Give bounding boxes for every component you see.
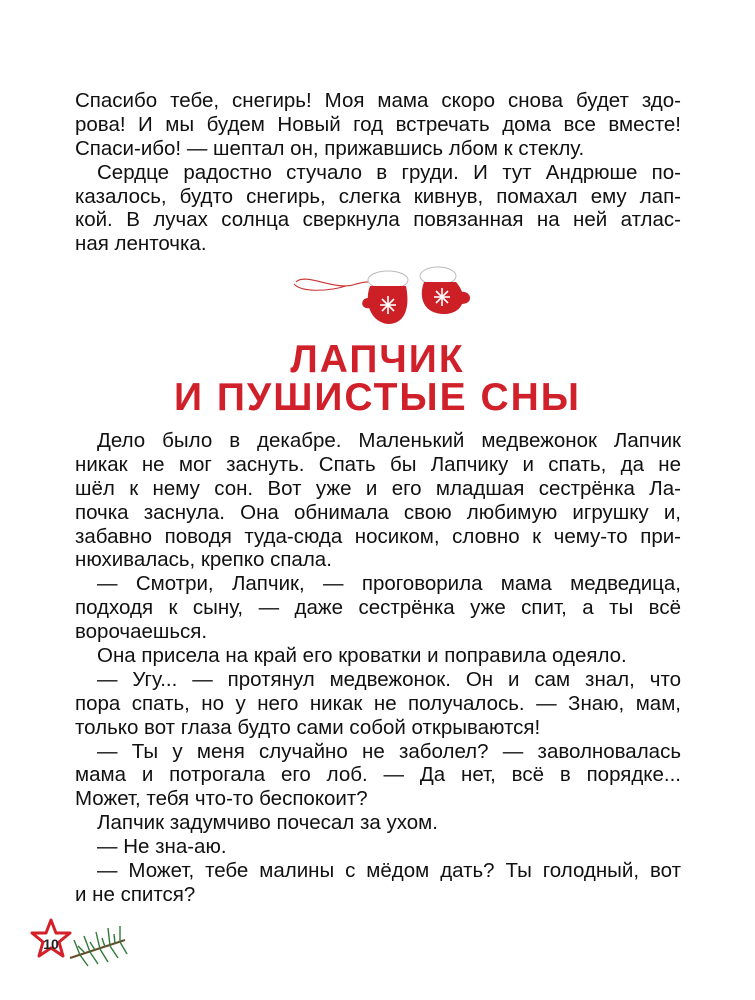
text-line: мама и потрогала его лоб. — Да нет, всё в порядке... xyxy=(75,763,681,787)
text-line: казалось, будто снегирь, слегка кивнув, помахал ему лап- xyxy=(75,184,681,208)
text-line: Может, тебя что-то беспокоит? xyxy=(75,787,368,811)
left-mitten-icon xyxy=(362,271,408,324)
text-line: никак не мог заснуть. Спать бы Лапчику и спать, да не xyxy=(75,452,681,476)
story-text-block xyxy=(75,429,681,907)
right-mitten-icon xyxy=(420,267,470,314)
text-line: Она присела на край его кроватки и поправила одеяло. xyxy=(97,644,627,668)
text-line: кой. В лучах солнца сверкнула повязанная на ней атлас- xyxy=(75,208,681,232)
text-line: — Ты у меня случайно не заболел? — заволновалась xyxy=(97,739,681,763)
story-title-line-2: И ПУШИСТЫЕ СНЫ xyxy=(174,376,581,419)
text-line: рова! И мы будем Новый год встречать дома все вместе! xyxy=(75,112,681,136)
text-line: и не спится? xyxy=(75,882,196,906)
text-line: Спасибо тебе, снегирь! Моя мама скоро снова будет здо- xyxy=(75,89,681,112)
text-line: — Смотри, Лапчик, — проговорила мама медведица, xyxy=(97,572,681,596)
text-line: Спаси-ибо! — шептал он, прижавшись лбом к стеклу. xyxy=(75,136,585,160)
text-line: — Может, тебе малины с мёдом дать? Ты голодный, вот xyxy=(97,859,681,883)
text-line: нюхивалась, крепко спала. xyxy=(75,548,332,572)
text-line: только вот глаза будто сами собой открываются! xyxy=(75,715,541,739)
text-line: — Угу... — протянул медвежонок. Он и сам знал, что xyxy=(97,667,681,691)
text-line: почка заснула. Она обнимала свою любимую игрушку и, xyxy=(75,500,681,524)
text-line: Лапчик задумчиво почесал за ухом. xyxy=(97,811,438,835)
fir-branch-icon xyxy=(70,926,127,966)
text-line: шёл к нему сон. Вот уже и его младшая сестрёнка Ла- xyxy=(75,476,681,500)
text-line: ная ленточка. xyxy=(75,232,207,256)
text-line: — Не зна-аю. xyxy=(97,835,227,859)
text-line: Сердце радостно стучало в груди. И тут Андрюше по- xyxy=(97,160,681,184)
text-line: пора спать, но у него никак не получалось. — Знаю, мам, xyxy=(75,691,681,715)
text-line: Дело было в декабре. Маленький медвежонок Лапчик xyxy=(97,429,681,452)
story-title-line-1: ЛАПЧИК xyxy=(290,338,465,381)
top-text-block xyxy=(75,89,681,256)
text-line: забавно поводя туда-сюда носиком, словно к чему-то при- xyxy=(75,524,681,548)
text-line: подходя к сыну, — даже сестрёнка уже спит, а ты всё xyxy=(75,596,681,620)
page-number: 10 xyxy=(43,936,59,952)
text-line: ворочаешься. xyxy=(75,620,208,644)
mittens-icon xyxy=(286,262,486,332)
